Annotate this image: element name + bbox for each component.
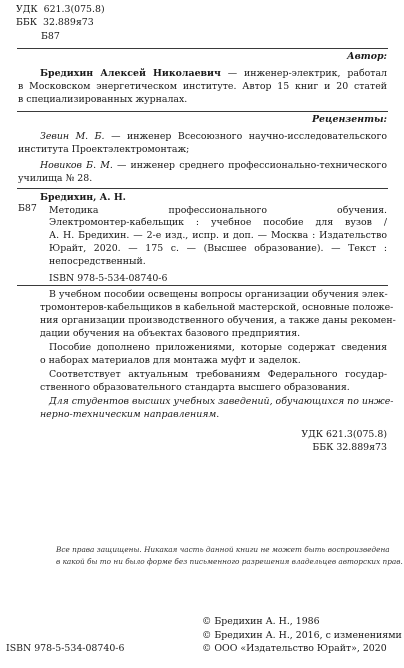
- reviewer-1-name: Зевин М. Б.: [40, 131, 105, 142]
- record-line-1-c: обучения.: [337, 205, 387, 216]
- udk-line: [16, 3, 105, 16]
- bbk-line: [16, 16, 94, 29]
- divider-annotation: [17, 285, 388, 286]
- annotation-p4-line-1: Для студентов высших учебных заведений, обучающихся по инже-: [49, 396, 394, 407]
- record-isbn: ISBN 978-5-534-08740-6: [49, 273, 168, 284]
- annotation-p1-line-2: тромонтеров-кабельщиков в кабельной мастерской, основные положе-: [40, 302, 394, 313]
- record-line-4: Юрайт, 2020. — 175 с. — (Высшее образование). — Текст :: [49, 243, 387, 254]
- copyright-2: © Бредихин А. Н., 2016, с изменениями: [202, 630, 402, 641]
- udk-repeat: УДК 621.3(075.8): [301, 429, 387, 440]
- annotation-p3-line-2: ственного образовательного стандарта высшего образования.: [40, 382, 350, 393]
- record-line-3: А. Н. Бредихин. — 2-е изд., испр. и доп. — Москва : Издательство: [49, 230, 387, 241]
- rights-line-1: Все права защищены. Никакая часть данной книги не может быть воспроизведена: [56, 545, 390, 554]
- rights-line-2: в какой бы то ни было форме без письменного разрешения владельцев авторских прав.: [56, 557, 403, 566]
- reviewer-2-line-1: [40, 159, 387, 172]
- annotation-p1-line-3: ния организации производственного обучения, а также даны рекомен-: [40, 315, 396, 326]
- author-line-2: в Московском энергетическом институте. Автор 15 книг и 20 статей: [18, 81, 387, 92]
- author-heading: Автор:: [347, 51, 387, 62]
- bbk-label: ББК: [16, 17, 38, 28]
- reviewer-1-line-1: [40, 130, 387, 143]
- record-line-1-a: Методика: [49, 205, 99, 216]
- reviewer-1-line-1-rest: — инженер Всесоюзного научно-исследовательского: [111, 131, 388, 142]
- divider-reviewers: [17, 111, 388, 112]
- annotation-p2-line-2: о наборах материалов для монтажа муфт и заделок.: [40, 355, 301, 366]
- reviewer-2-line-2: училища № 28.: [18, 173, 93, 184]
- copyright-3: © ООО «Издательство Юрайт», 2020: [202, 643, 387, 654]
- udk-value: 621.3(075.8): [43, 4, 105, 15]
- annotation-p2-line-1: Пособие дополнено приложениями, которые содержат сведения: [49, 342, 387, 353]
- udk-label: УДК: [16, 4, 38, 15]
- record-line-5: непосредственный.: [49, 256, 146, 267]
- divider-record: [17, 188, 388, 189]
- bbk-repeat: ББК 32.889я73: [312, 442, 387, 453]
- record-line-1-b: профессионального: [168, 205, 268, 216]
- footer-isbn: ISBN 978-5-534-08740-6: [6, 643, 125, 654]
- record-line-2: Электромонтер-кабельщик : учебное пособие для вузов /: [49, 217, 387, 228]
- divider-author: [17, 48, 388, 49]
- author-line-1: [40, 67, 387, 80]
- bbk-value: 32.889я73: [43, 17, 94, 28]
- author-line-3: в специализированных журналах.: [18, 94, 188, 105]
- author-line-1-rest: — инженер-электрик, работал: [227, 68, 387, 79]
- reviewer-1-line-2: института Проектэлектромонтаж;: [18, 144, 190, 155]
- author-name: Бредихин Алексей Николаевич: [40, 68, 221, 79]
- author-mark: Б87: [41, 31, 60, 42]
- copyright-1: © Бредихин А. Н., 1986: [202, 616, 320, 627]
- record-mark: Б87: [18, 203, 37, 214]
- annotation-p1-line-4: дации обучения на объектах базового предприятия.: [40, 328, 301, 339]
- annotation-p4-line-2: нерно-техническим направлениям.: [40, 409, 220, 420]
- reviewer-2-name: Новиков Б. М.: [40, 160, 113, 171]
- record-author: Бредихин, А. Н.: [40, 192, 126, 203]
- reviewers-heading: Рецензенты:: [311, 114, 387, 125]
- annotation-p1-line-1: В учебном пособии освещены вопросы организации обучения элек-: [49, 289, 388, 300]
- annotation-p3-line-1: Соответствует актуальным требованиям Федерального государ-: [49, 369, 387, 380]
- reviewer-2-line-1-rest: — инженер среднего профессионально-технического: [117, 160, 387, 171]
